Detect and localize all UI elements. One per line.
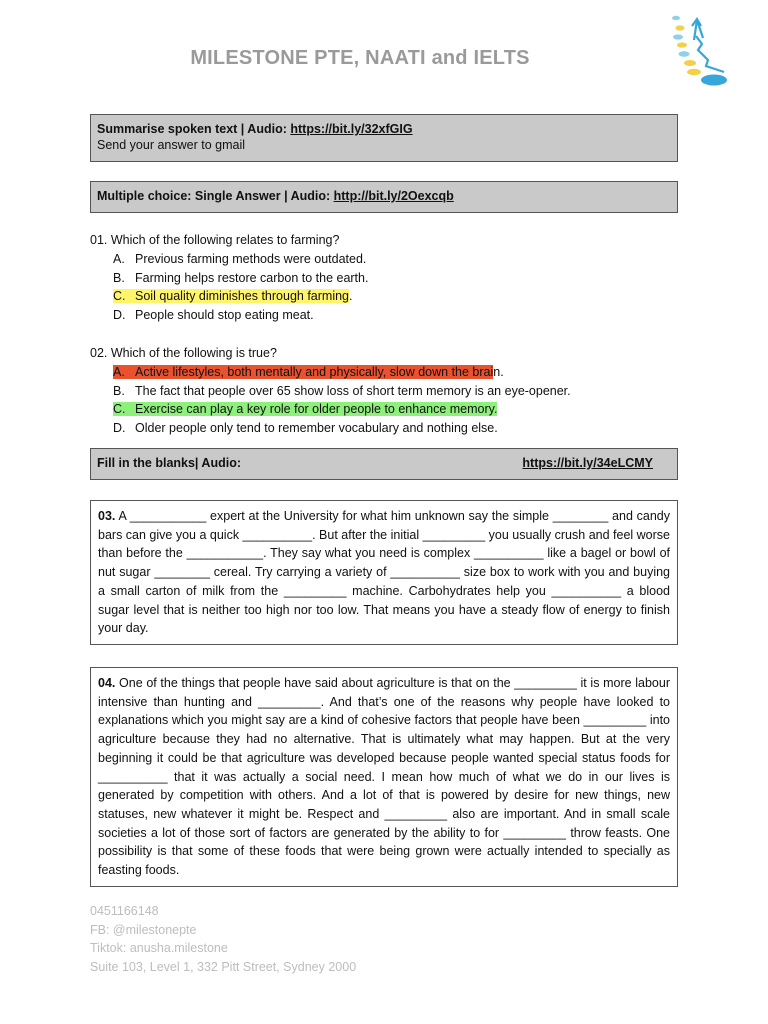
summarise-spoken-text-box: [90, 114, 678, 162]
option-d: D. People should stop eating meat.: [113, 308, 314, 323]
audio-link[interactable]: https://bit.ly/32xfGIG: [290, 122, 413, 136]
passage-text: One of the things that people have said about agriculture is that on the _________ it is more labour intensive than hunting and _________. And that’s one of the reasons why people have looked to explanations which you might say are a kind of cohesive factors that people have been _________ into agriculture because they had no alternative. That is ultimately what may happen. But at the very beginning it could be that agriculture was developed because people wanted special status foods for __________ that it was actually a social need. I mean how much of what we do in our lives is generated by competition with others. And a lot of that is powered by desire for new things, new statuses, new whatever it might be. Respect and _________ also are important. And in small scale societies a lot of those sort of factors are generated by the ability to for _________ throw feasts. One possibility is that some of these foods that were being grown were actually intended to specially as feasting foods.: [98, 676, 670, 878]
question-number: 04.: [98, 676, 116, 690]
tiktok-handle: Tiktok: anusha.milestone: [90, 941, 228, 955]
option-b: B. Farming helps restore carbon to the earth.: [113, 270, 369, 285]
section-heading: Fill in the blanks| Audio:: [97, 456, 242, 470]
question-3-passage: [90, 500, 678, 645]
passage-text: A ___________ expert at the University for what him unknown say the simple ________ and candy bars can give you a quick __________. But after the initial _________ you usually crush and feel worse than before the ___________. They say what you need is complex __________ like a bagel or bowl of nut sugar ________ cereal. Try carrying a variety of __________ size box to work with you and buying a small carton of milk from the _________ machine. Carbohydrates help you __________ a blood sugar level that is neither too high nor too low. That means you have a steady flow of energy to finish your day.: [98, 509, 670, 636]
option-a: A. Previous farming methods were outdated.: [113, 251, 367, 266]
question-number: 03.: [98, 509, 116, 523]
option-b: B. The fact that people over 65 show loss of short term memory is an eye-opener.: [113, 383, 571, 398]
page-title: MILESTONE PTE, NAATI and IELTS: [190, 47, 530, 69]
milestone-logo: [668, 14, 740, 92]
question-4-passage: [90, 667, 678, 887]
section-subtext: Send your answer to gmail: [97, 138, 245, 152]
option-a-incorrect: A. Active lifestyles, both mentally and physically, slow down the brain.: [113, 364, 504, 379]
section-heading: Summarise spoken text | Audio:: [97, 122, 291, 136]
section-heading: Multiple choice: Single Answer | Audio:: [97, 189, 334, 203]
contact-footer: [90, 902, 356, 976]
address: Suite 103, Level 1, 332 Pitt Street, Sydney 2000: [90, 959, 357, 974]
question-text: 02. Which of the following is true?: [90, 346, 277, 360]
facebook-handle: FB: @milestonepte: [90, 922, 197, 937]
fill-in-blanks-box: [90, 448, 678, 480]
multiple-choice-box: [90, 181, 678, 213]
option-c-correct: C. Soil quality diminishes through farming.: [113, 289, 353, 304]
audio-link[interactable]: http://bit.ly/2Oexcqb: [333, 189, 454, 203]
phone-number: 0451166148: [90, 904, 159, 918]
question-text: 01. Which of the following relates to farming?: [90, 233, 340, 247]
audio-link[interactable]: https://bit.ly/34eLCMY: [522, 456, 653, 470]
question-2: [90, 344, 690, 438]
question-1: [90, 231, 690, 325]
option-c-correct: C. Exercise can play a key role for older people to enhance memory.: [113, 402, 498, 417]
option-d: D. Older people only tend to remember vocabulary and nothing else.: [113, 421, 498, 436]
